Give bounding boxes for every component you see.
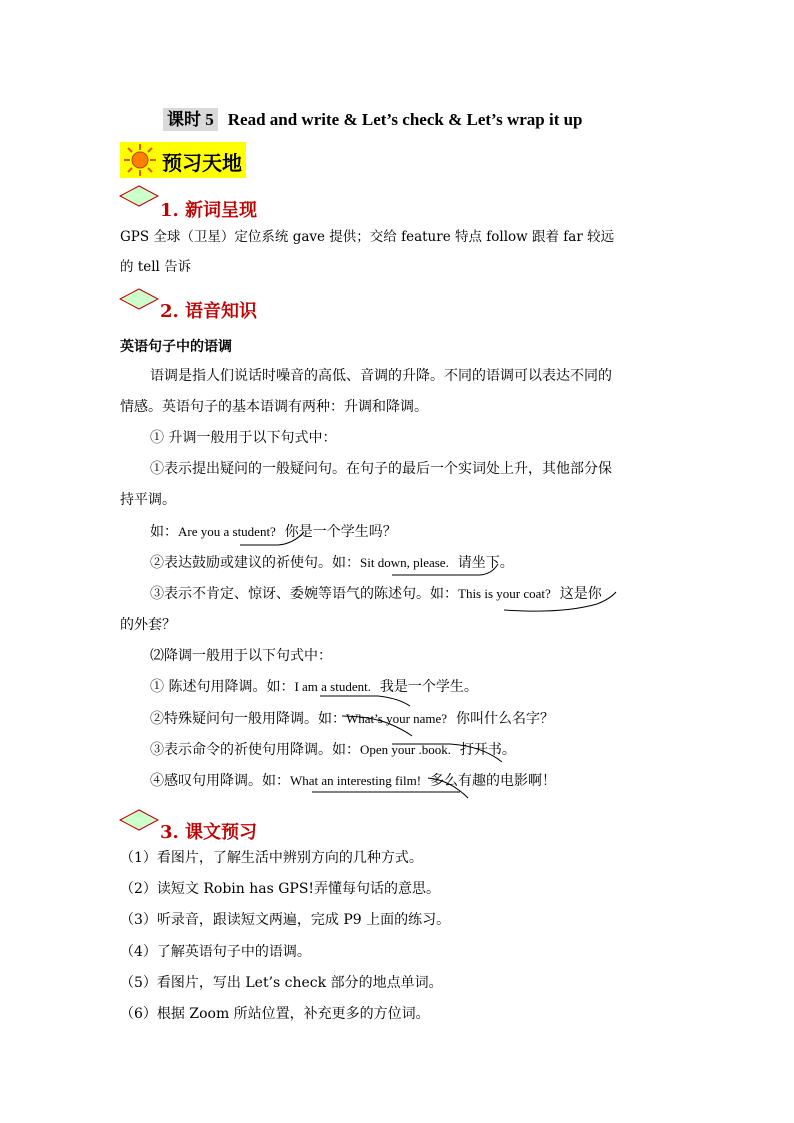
fall3-example-en: Open your .book. [360, 742, 451, 757]
preview-item: （2）读短文 Robin has GPS!弄懂每句话的意思。 [120, 881, 441, 897]
rise3-example-cn: 这是你 [559, 586, 602, 602]
preview-banner [120, 142, 246, 178]
vocab-line-1: GPS 全球（卫星）定位系统 gave 提供；交给 feature 特点 follow 跟着 far 较远 [120, 229, 615, 245]
rise-title: ① 升调一般用于以下句式中： [150, 430, 337, 446]
fall2-example: ②特殊疑问句一般用降调。如：What’s your name? 你叫什么名字？ [150, 711, 554, 727]
preview-item: （1）看图片，了解生活中辨别方向的几种方式。 [120, 850, 423, 866]
rise1-line1: ①表示提出疑问的一般疑问句。在句子的最后一个实词处上升，其他部分保 [150, 461, 612, 477]
intonation-subheading: 英语句子中的语调 [120, 339, 232, 355]
diamond-icon [118, 808, 160, 832]
fall2-example-cn: 你叫什么名字？ [455, 711, 554, 727]
fall1-example: ① 陈述句用降调。如：I am a student. 我是一个学生。 [150, 679, 478, 695]
rise2-example: ②表达鼓励或建议的祈使句。如：Sit down, please. 请坐下。 [150, 555, 514, 571]
para1-line1: 语调是指人们说话时噪音的高低、音调的升降。不同的语调可以表达不同的 [150, 368, 612, 384]
fall-title: ⑵降调一般用于以下句式中： [150, 648, 332, 664]
fall4-example-cn: 多么有趣的电影啊！ [429, 773, 556, 789]
section3-heading: 3. 课文预习 [160, 822, 258, 843]
rise1-example-en: Are you a student? [178, 524, 276, 539]
section2-heading: 2. 语音知识 [160, 301, 258, 322]
para1-line2: 情感。英语句子的基本语调有两种：升调和降调。 [120, 399, 428, 415]
lesson-title-text: Read and write & Let’s check & Let’s wrap it up [227, 110, 583, 129]
rise3-example: ③表示不肯定、惊讶、委婉等语气的陈述句。如：This is your coat? 这是你 [150, 586, 602, 602]
fall2-example-en: What’s your name? [346, 711, 448, 726]
fall4-example-en: What an interesting film! [290, 773, 422, 788]
rise1-example: 如：Are you a student? 你是一个学生吗？ [150, 524, 397, 540]
fall4-example: ④感叹句用降调。如：What an interesting film! 多么有趣的电影啊！ [150, 773, 556, 789]
fall1-example-en: I am a student. [294, 679, 371, 694]
fall1-example-cn: 我是一个学生。 [379, 679, 478, 695]
rise3-line2: 的外套？ [120, 617, 176, 633]
lesson-label: 课时 5 [163, 108, 218, 131]
rise3-example-en: This is your coat? [458, 586, 551, 601]
preview-item: （3）听录音，跟读短文两遍，完成 P9 上面的练习。 [120, 912, 451, 928]
vocab-line-2: 的 tell 告诉 [120, 259, 192, 275]
diamond-icon [118, 184, 160, 208]
rising-tone-mark [502, 590, 620, 616]
preview-item: （6）根据 Zoom 所站位置，补充更多的方位词。 [120, 1006, 430, 1022]
falling-tone-mark [310, 774, 474, 802]
falling-tone-mark [390, 740, 506, 766]
fall3-example-cn: 打开书。 [459, 742, 516, 758]
preview-item: （5）看图片，写出 Let’s check 部分的地点单词。 [120, 975, 443, 991]
falling-tone-mark [318, 690, 414, 710]
banner-text: 预习天地 [162, 151, 242, 175]
rise1-line2: 持平调。 [120, 492, 176, 508]
section1-heading: 1. 新词呈现 [160, 200, 258, 221]
rise2-example-cn: 请坐下。 [457, 555, 514, 571]
diamond-icon [118, 287, 160, 311]
rising-tone-mark [390, 560, 502, 580]
falling-tone-mark [340, 712, 416, 740]
rising-tone-mark [238, 530, 308, 550]
rise1-example-cn: 你是一个学生吗？ [284, 524, 397, 540]
lesson-title [163, 105, 583, 131]
rise2-example-en: Sit down, please. [360, 555, 449, 570]
fall3-example: ③表示命令的祈使句用降调。如：Open your .book. 打开书。 [150, 742, 516, 758]
sun-icon [120, 142, 160, 178]
preview-item: （4）了解英语句子中的语调。 [120, 944, 311, 960]
